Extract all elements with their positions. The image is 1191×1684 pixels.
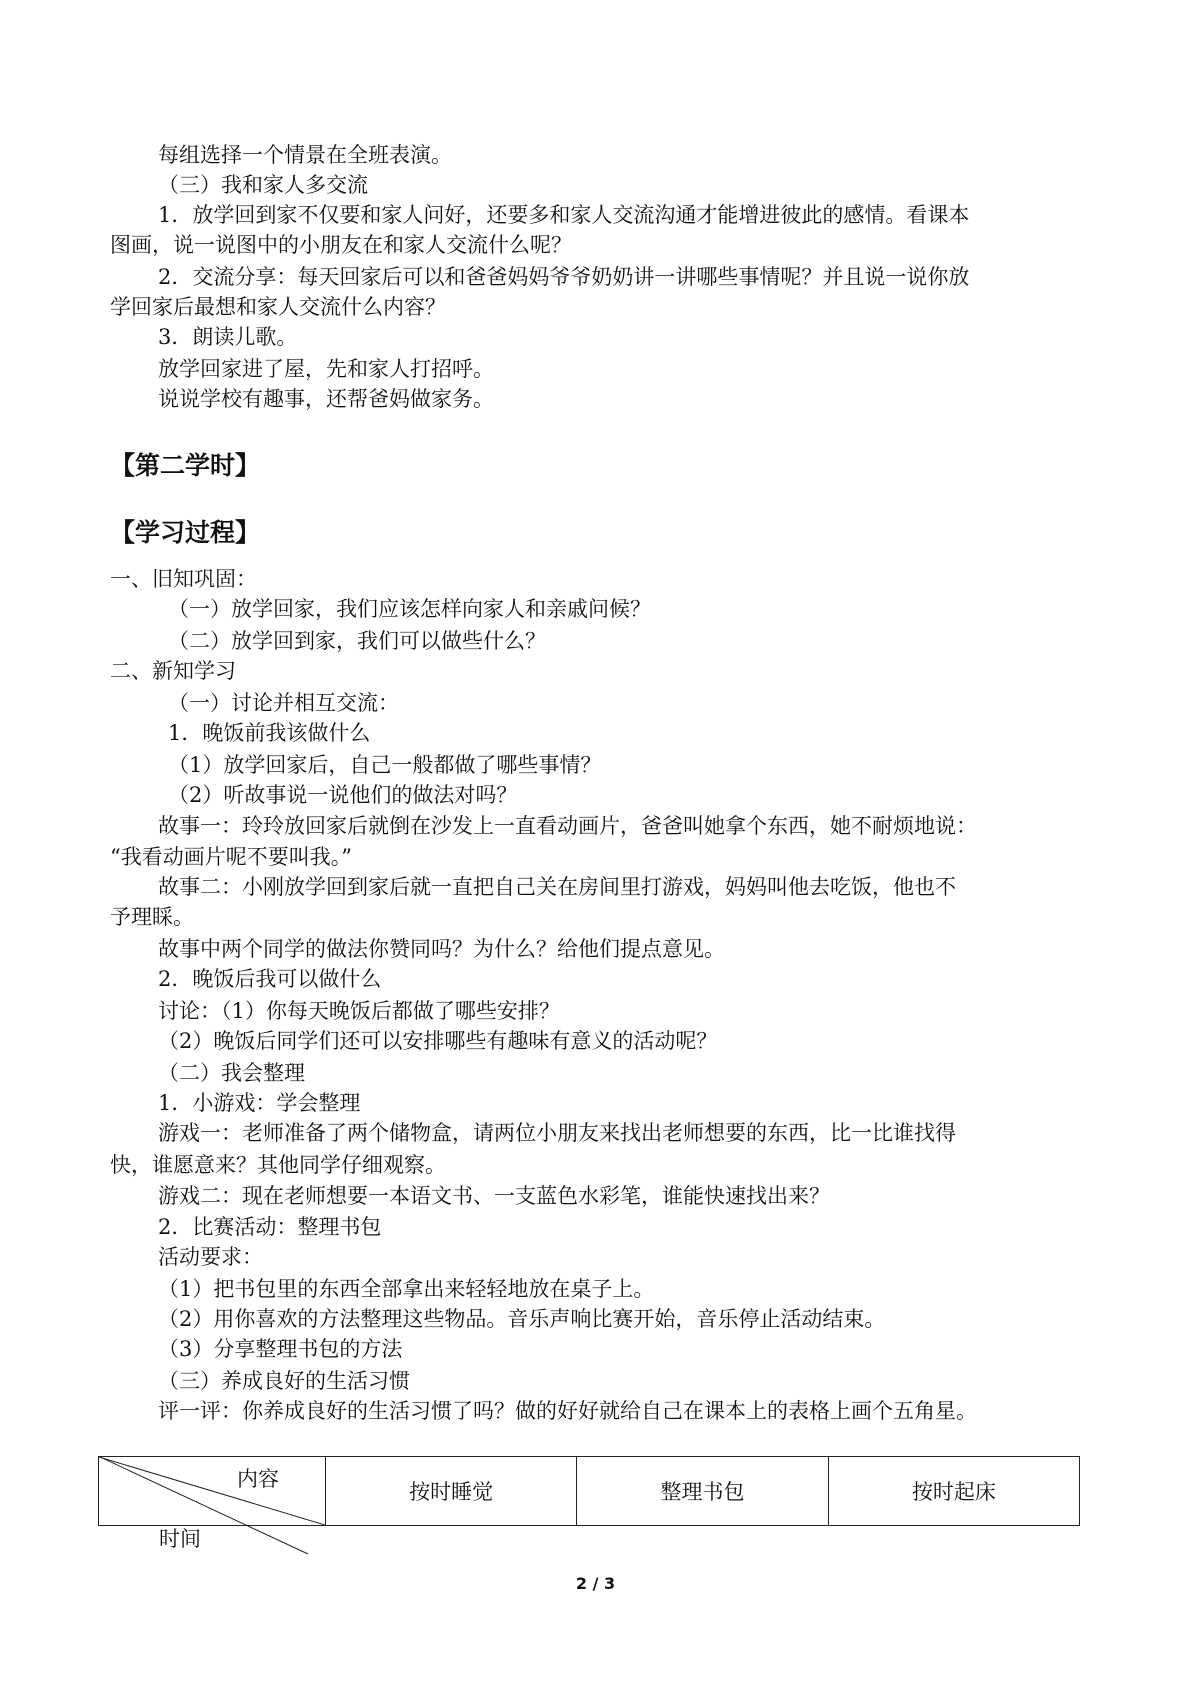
text-line: 讨论：（1）你每天晚饭后都做了哪些安排？ <box>158 999 560 1023</box>
text-line: 每组选择一个情景在全班表演。 <box>158 143 452 167</box>
text-line: 故事二：小刚放学回到家后就一直把自己关在房间里打游戏，妈妈叫他去吃饭，他也不 <box>158 875 956 899</box>
poem-line: 说说学校有趣事，还帮爸妈做家务。 <box>158 387 494 411</box>
text-line: （2）晚饭后同学们还可以安排哪些有趣味有意义的活动呢？ <box>158 1029 718 1053</box>
diagonal-extension <box>98 1456 318 1566</box>
text-line: 评一评：你养成良好的生活习惯了吗？做的好好就给自己在课本上的表格上画个五角星。 <box>158 1399 977 1423</box>
text-line: （一）放学回家，我们应该怎样向家人和亲戚问候？ <box>168 597 651 621</box>
text-line: （二）我会整理 <box>158 1061 305 1085</box>
text-line: “我看动画片呢不要叫我。” <box>110 845 352 869</box>
text-line: （1）把书包里的东西全部拿出来轻轻地放在桌子上。 <box>158 1277 655 1301</box>
heading-learning-process: 【学习过程】 <box>110 518 261 547</box>
section-title: 二、新知学习 <box>110 659 236 683</box>
text-line: 2．晚饭后我可以做什么 <box>158 967 382 991</box>
text-line: 2．交流分享：每天回家后可以和爸爸妈妈爷爷奶奶讲一讲哪些事情呢？并且说一说你放 <box>158 265 970 289</box>
table-header-cell: 按时起床 <box>828 1457 1079 1526</box>
section-title: 一、旧知巩固： <box>110 567 257 591</box>
text-line: 1．小游戏：学会整理 <box>158 1091 361 1115</box>
text-line: （一）讨论并相互交流： <box>168 691 399 715</box>
text-line: 活动要求： <box>158 1245 263 1269</box>
text-line: （3）分享整理书包的方法 <box>158 1337 403 1361</box>
text-line: 故事中两个同学的做法你赞同吗？为什么？给他们提点意见。 <box>158 937 725 961</box>
text-line: 快，谁愿意来？其他同学仔细观察。 <box>110 1153 446 1177</box>
text-line: （1）放学回家后，自己一般都做了哪些事情？ <box>168 753 602 777</box>
text-line: 予理睬。 <box>110 905 194 929</box>
text-line: （二）放学回到家，我们可以做些什么？ <box>168 629 546 653</box>
text-line: 图画，说一说图中的小朋友在和家人交流什么呢？ <box>110 233 572 257</box>
text-line: 故事一：玲玲放回家后就倒在沙发上一直看动画片，爸爸叫她拿个东西，她不耐烦地说： <box>158 814 977 838</box>
text-line: 1．放学回到家不仅要和家人问好，还要多和家人交流沟通才能增进彼此的感情。看课本 <box>158 203 970 227</box>
page-number: 2 / 3 <box>575 1574 616 1593</box>
text-line: （三）养成良好的生活习惯 <box>158 1369 410 1393</box>
text-line: 学回家后最想和家人交流什么内容？ <box>110 295 446 319</box>
text-line: （2）听故事说一说他们的做法对吗？ <box>168 783 518 807</box>
text-line: 3．朗读儿歌。 <box>158 325 298 349</box>
heading-second-lesson: 【第二学时】 <box>110 451 261 480</box>
section-title: （三）我和家人多交流 <box>158 173 368 197</box>
text-line: 2．比赛活动：整理书包 <box>158 1215 382 1239</box>
table-header-cell: 整理书包 <box>577 1457 828 1526</box>
text-line: 1．晚饭前我该做什么 <box>168 721 371 745</box>
corner-label-time: 时间 <box>159 1527 201 1551</box>
text-line: 游戏二：现在老师想要一本语文书、一支蓝色水彩笔，谁能快速找出来？ <box>158 1184 830 1208</box>
poem-line: 放学回家进了屋，先和家人打招呼。 <box>158 357 494 381</box>
text-line: （2）用你喜欢的方法整理这些物品。音乐声响比赛开始，音乐停止活动结束。 <box>158 1307 886 1331</box>
text-line: 游戏一：老师准备了两个储物盒，请两位小朋友来找出老师想要的东西，比一比谁找得 <box>158 1121 956 1145</box>
corner-label-content: 内容 <box>237 1467 279 1491</box>
table-header-cell: 按时睡觉 <box>326 1457 577 1526</box>
